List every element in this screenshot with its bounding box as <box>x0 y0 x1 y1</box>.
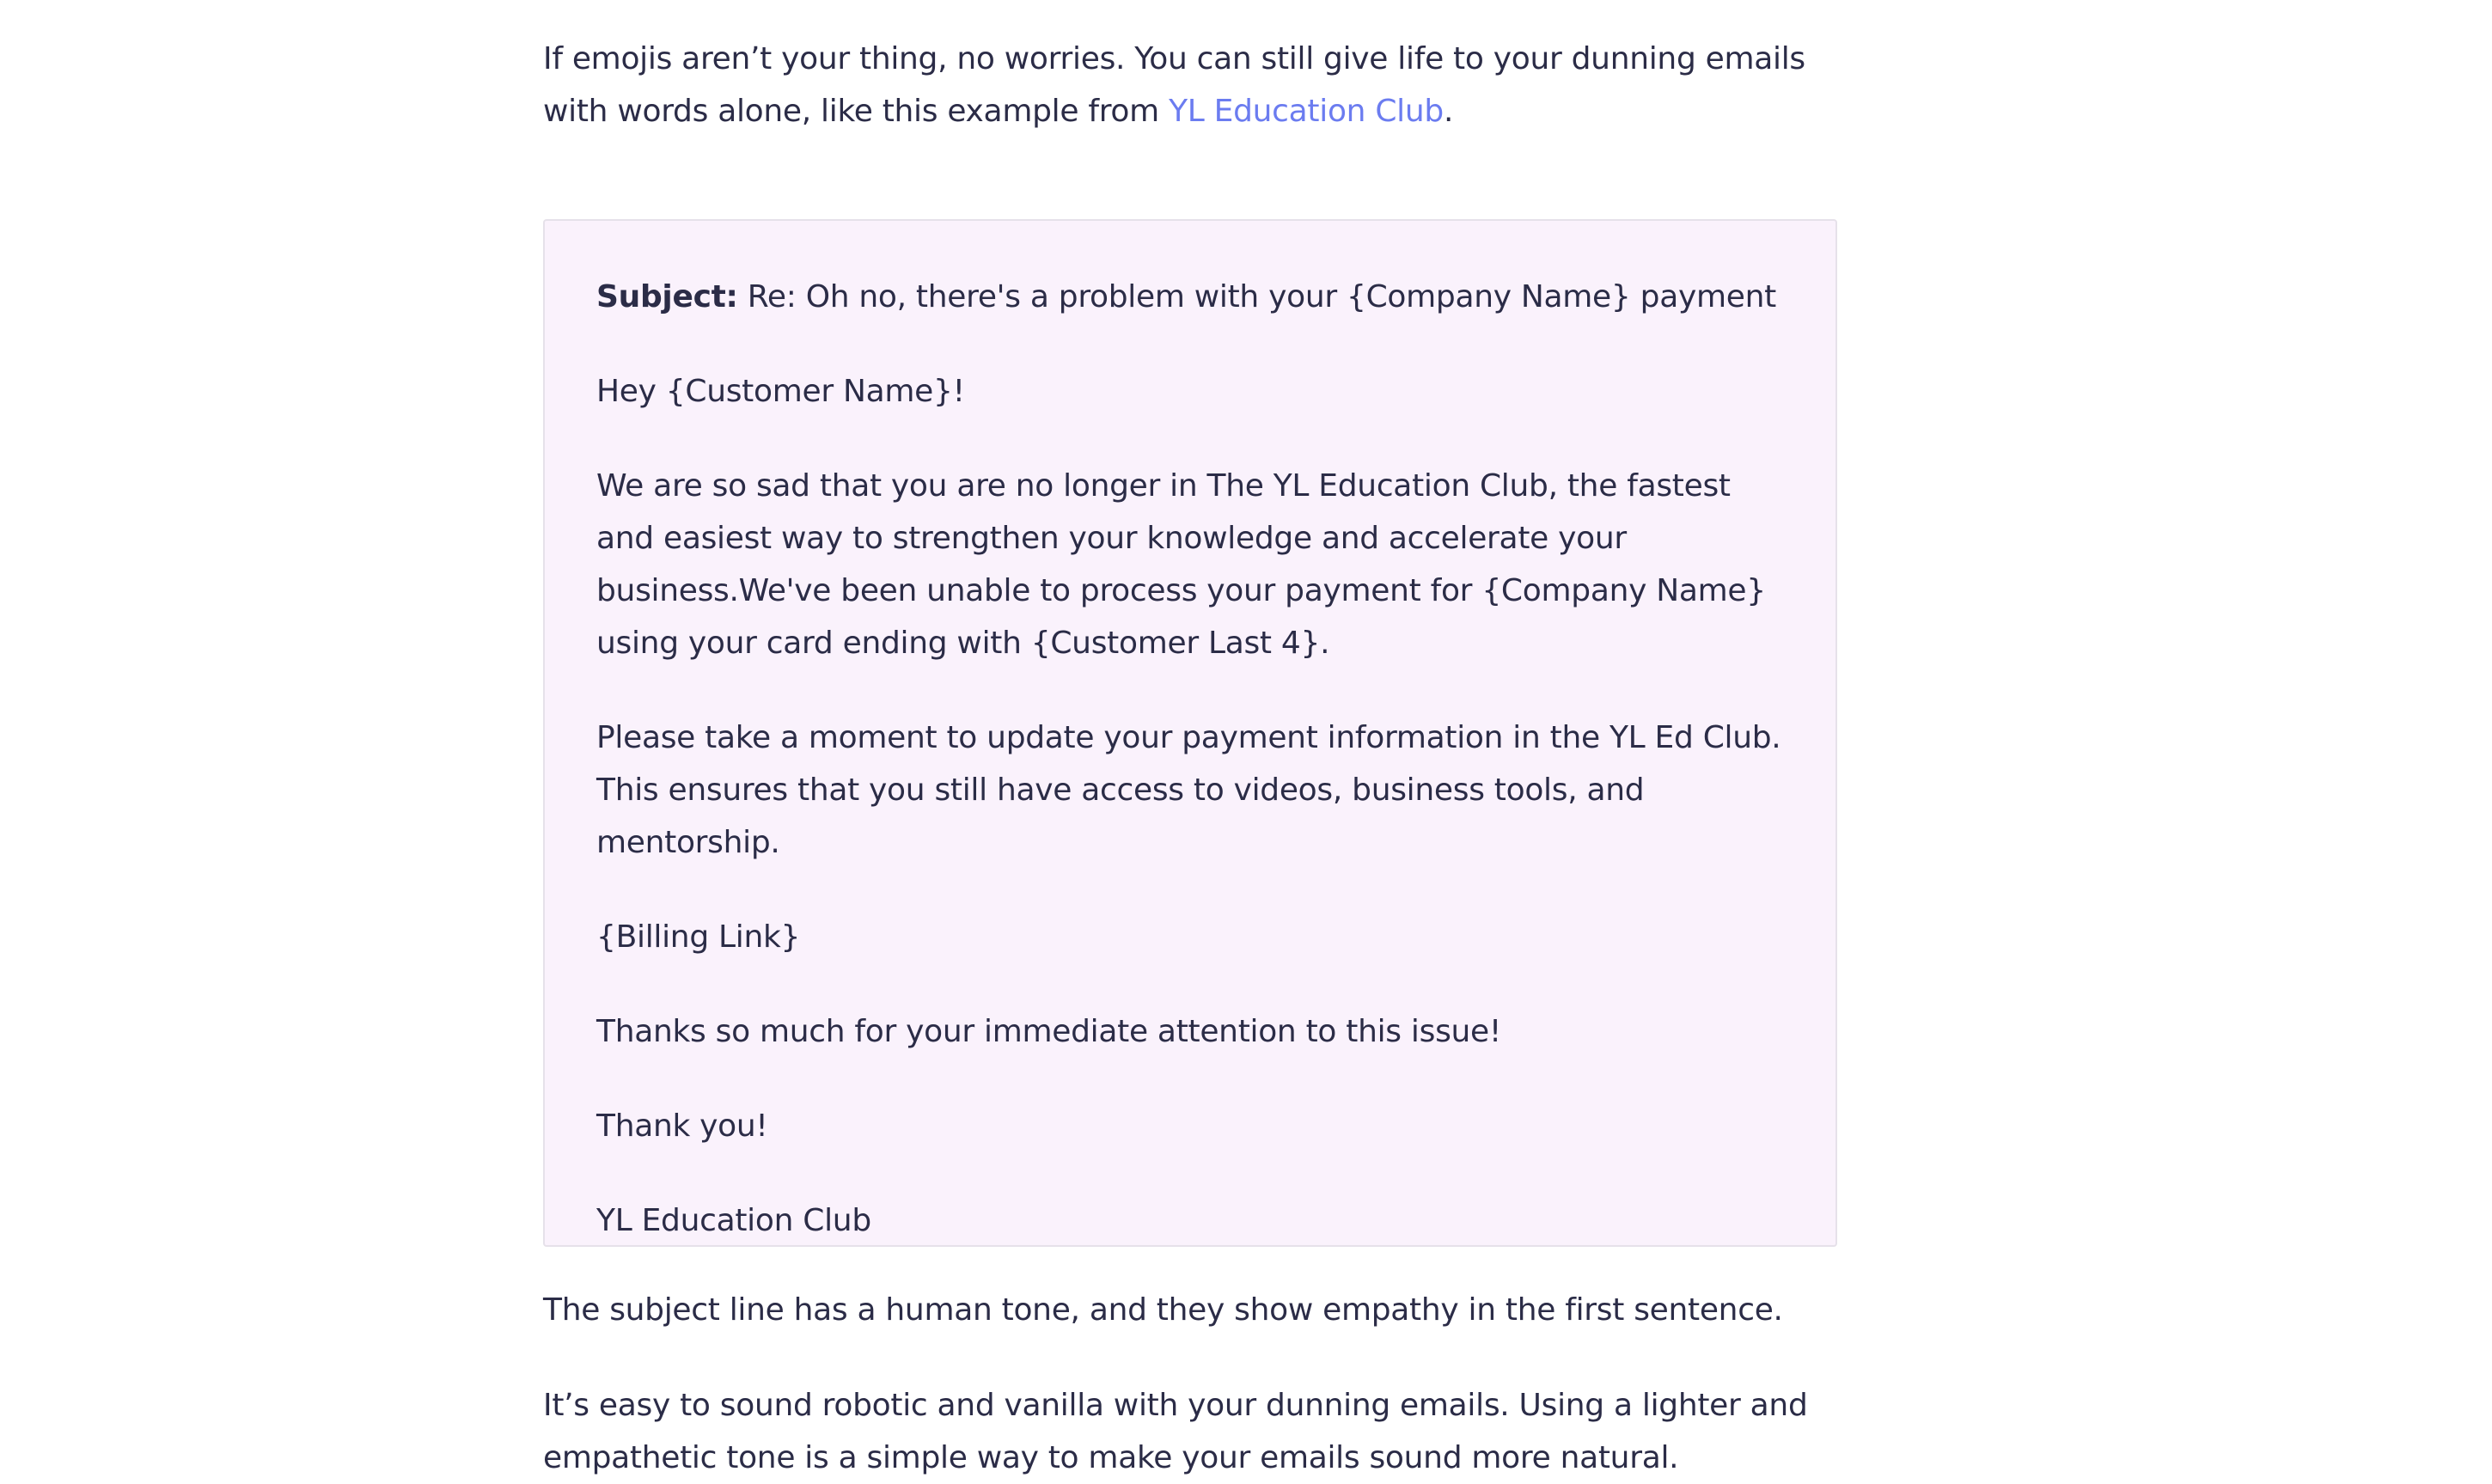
intro-paragraph <box>543 33 1841 137</box>
intro-period: . <box>1443 94 1454 129</box>
email-thanks-line: Thanks so much for your immediate attention to this issue! <box>596 1014 1502 1049</box>
intro-text: If emojis aren’t your thing, no worries. You can still give life to your dunning emails with words alone, like this example from <box>543 41 1805 129</box>
after-paragraph-2: It’s easy to sound robotic and vanilla with your dunning emails. Using a lighter and empathetic tone is a simple way to make your emails sound more natural. <box>543 1388 1808 1475</box>
subject-label: Subject: <box>596 279 738 315</box>
email-example-box <box>543 219 1837 1247</box>
yl-education-club-link[interactable]: YL Education Club <box>1169 94 1444 129</box>
email-subject-line <box>596 271 1786 323</box>
email-greeting: Hey {Customer Name}! <box>596 374 965 409</box>
after-paragraph-1: The subject line has a human tone, and they show empathy in the first sentence. <box>543 1292 1783 1328</box>
email-billing-link-placeholder: {Billing Link} <box>596 919 801 955</box>
email-body-paragraph-1: We are so sad that you are no longer in The YL Education Club, the fastest and easiest way to strengthen your knowledge and accelerate your business.We've been unable to process your payment for {Company Name} using your card ending with {Customer Last 4}. <box>596 468 1766 661</box>
email-signature: YL Education Club <box>596 1203 871 1238</box>
subject-text: Re: Oh no, there's a problem with your {Company Name} payment <box>737 279 1776 315</box>
email-signoff: Thank you! <box>596 1108 768 1144</box>
email-body-paragraph-2: Please take a moment to update your payment information in the YL Ed Club. This ensures that you still have access to videos, business tools, and mentorship. <box>596 720 1781 860</box>
